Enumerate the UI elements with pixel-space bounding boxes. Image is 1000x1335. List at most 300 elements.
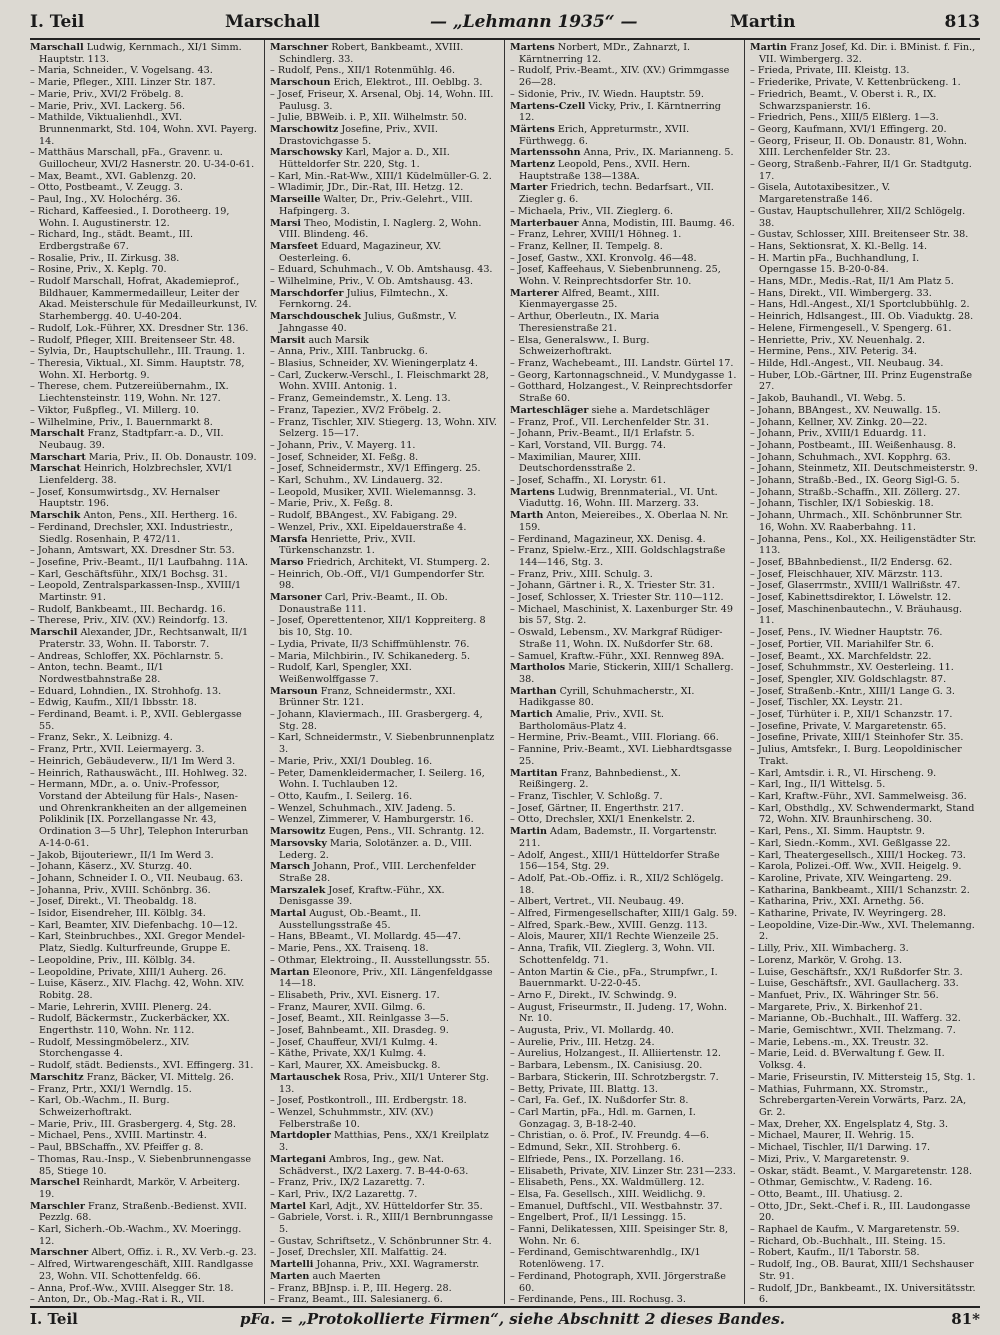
directory-entry bbox=[750, 1189, 978, 1201]
entry-details: – Edmund, Sekr., XII. Strohberg. 6. bbox=[510, 1142, 681, 1154]
directory-entry bbox=[750, 498, 978, 510]
entry-details: – Manfuet, Priv., IX. Währinger Str. 56. bbox=[750, 989, 939, 1001]
entry-details: – Carl, Fa. Gef., IX. Nußdorfer Str. 8. bbox=[510, 1095, 689, 1107]
entry-details: – Georg, Friseur, II. Ob. Donaustr. 81, Wohn. XIII. Lerchenfelder Str. 23. bbox=[750, 135, 967, 159]
entry-details: Friedrich, techn. Bedarfsart., VII. Ziegler g. 6. bbox=[519, 182, 714, 206]
directory-entry bbox=[750, 978, 978, 990]
entry-details: Alexander, JDr., Rechtsanwalt, II/1 Praterstr. 33, Wohn. II. Taborstr. 7. bbox=[39, 627, 249, 650]
entry-details: – Karl, Maurer, XX. Ameisbuckg. 8. bbox=[270, 1060, 441, 1072]
entry-details: – Johann, Priv., XVIII/1 Eduardg. 11. bbox=[750, 428, 927, 440]
directory-entry bbox=[30, 206, 258, 229]
directory-entry bbox=[270, 1037, 498, 1049]
directory-entry bbox=[270, 1107, 498, 1130]
directory-entry bbox=[270, 1212, 498, 1235]
directory-entry bbox=[750, 288, 978, 300]
directory-entry bbox=[270, 498, 498, 510]
directory-entry bbox=[750, 826, 978, 838]
directory-entry bbox=[30, 1130, 258, 1142]
entry-details: – Albert, Vertret., VII. Neubaug. 49. bbox=[510, 896, 685, 908]
directory-entry bbox=[30, 522, 258, 545]
entry-details: – Katharina, Priv., XXI. Arnethg. 56. bbox=[750, 896, 925, 908]
directory-entry bbox=[750, 510, 978, 533]
directory-entry bbox=[30, 756, 258, 768]
directory-entry bbox=[270, 194, 498, 217]
directory-entry bbox=[270, 1259, 498, 1271]
directory-entry bbox=[30, 1247, 258, 1259]
directory-entry bbox=[30, 1095, 258, 1118]
entry-details: – Matthäus Marschall, pFa., Gravenr. u. Guillocheur, XVI/2 Hasnerstr. 20. U-34-0-61. bbox=[30, 147, 255, 171]
directory-entry bbox=[510, 604, 738, 627]
entry-details: – Josefine, Private, XIII/1 Steinhofer Str. 35. bbox=[750, 732, 964, 744]
entry-details: – Franz, BBJnsp. i. P., III. Hegerg. 28. bbox=[270, 1282, 452, 1294]
entry-surname: Martich bbox=[510, 709, 553, 721]
directory-entry bbox=[750, 920, 978, 943]
entry-details: Robert, Bankbeamt., XVIII. Schindlerg. 33. bbox=[279, 42, 464, 65]
entry-details: – Johanna, Priv., XVIII. Schönbrg. 36. bbox=[30, 884, 211, 896]
entry-details: August, Ob.-Beamt., II. Ausstellungsstraße 45. bbox=[279, 908, 422, 931]
entry-details: – Marie, Lebens.-m., XX. Treustr. 32. bbox=[750, 1036, 929, 1048]
entry-surname: Marschner bbox=[270, 42, 329, 53]
directory-entry bbox=[30, 861, 258, 873]
directory-entry bbox=[30, 1142, 258, 1154]
entry-details: – Rudolf, BBAngest., XV. Fabigang. 29. bbox=[270, 510, 458, 522]
entry-surname: Marschler bbox=[30, 1200, 85, 1212]
entry-details: – Franz, Beamt., III. Salesianerg. 6. bbox=[270, 1294, 443, 1304]
entry-surname: Martens bbox=[510, 486, 555, 498]
entry-surname: Marschall bbox=[30, 42, 84, 53]
directory-entry bbox=[750, 229, 978, 241]
directory-entry bbox=[750, 943, 978, 955]
directory-entry bbox=[270, 475, 498, 487]
directory-entry bbox=[30, 545, 258, 557]
entry-details: – Karl, Beamter, XIV. Diefenbachg. 10—12. bbox=[30, 919, 238, 931]
entry-details: – Gustav, Hauptschullehrer, XII/2 Schlögelg. 38. bbox=[750, 205, 966, 229]
directory-entry bbox=[270, 838, 498, 861]
entry-details: – Marie, Priv., X. Feßg. 8. bbox=[270, 498, 393, 510]
entry-details: – Michael, Maurer, II. Wehrig. 15. bbox=[750, 1130, 915, 1142]
entry-details: – Josef, Bahnbeamt., XII. Drasdeg. 9. bbox=[270, 1025, 449, 1037]
directory-entry bbox=[510, 1189, 738, 1201]
entry-details: siehe a. Mardetschläger bbox=[591, 404, 710, 416]
entry-details: – Franz, Tapezier., XV/2 Fröbelg. 2. bbox=[270, 404, 442, 416]
entry-surname: Martegani bbox=[270, 1153, 326, 1165]
entry-details: – Franz, Gemeindemstr., X. Leng. 13. bbox=[270, 393, 451, 405]
directory-entry bbox=[30, 651, 258, 663]
directory-entry bbox=[270, 288, 498, 311]
entry-details: – Rudolf, Ing., OB. Baurat, XIII/1 Sechshauser Str. 91. bbox=[750, 1259, 974, 1282]
entry-details: Franz, Schneidermstr., XXI. Brünner Str. 121. bbox=[279, 685, 456, 709]
entry-surname: Marschitz bbox=[30, 1071, 84, 1083]
entry-details: – Josefine, Private, V. Margaretenstr. 65. bbox=[750, 720, 947, 732]
entry-details: – Richard, Ob.-Buchhalt., III. Steing. 15. bbox=[750, 1235, 946, 1247]
directory-entry bbox=[270, 417, 498, 440]
entry-details: Reinhardt, Markör, V. Arbeiterg. 19. bbox=[39, 1177, 241, 1200]
entry-surname: Marschat bbox=[30, 463, 81, 475]
entry-details: – Otto, Beamt., III. Uhatiusg. 2. bbox=[750, 1188, 903, 1200]
entry-details: – Wenzel, Priv., XXI. Eipeldauerstraße 4. bbox=[270, 521, 467, 533]
directory-entry bbox=[750, 1142, 978, 1154]
directory-entry bbox=[30, 358, 258, 381]
directory-entry bbox=[510, 89, 738, 101]
directory-entry bbox=[750, 709, 978, 721]
entry-details: – Peter, Damenkleidermacher, I. Seilerg. 16, Wohn. I. Tuchlauben 12. bbox=[270, 767, 485, 791]
directory-entry bbox=[510, 545, 738, 568]
directory-entry bbox=[270, 1025, 498, 1037]
directory-entry bbox=[750, 990, 978, 1002]
entry-details: – Julius, Amtsfekr., I. Burg. Leopoldinischer Trakt. bbox=[750, 744, 962, 767]
entry-details: – Mathilde, Viktualienhdl., XVI. Brunnenmarkt, Std. 104, Wohn. XVI. Payerg. 14. bbox=[30, 112, 257, 147]
entry-details: – Max, Dreher, XX. Engelsplatz 4, Stg. 3. bbox=[750, 1118, 949, 1130]
directory-column-4 bbox=[750, 42, 978, 1304]
entry-details: – Betty, Private, III. Blattg. 13. bbox=[510, 1083, 658, 1095]
directory-entry bbox=[510, 182, 738, 205]
directory-entry bbox=[30, 112, 258, 147]
entry-details: – Lilly, Priv., XII. Wimbacherg. 3. bbox=[750, 943, 909, 955]
entry-details: Maria, Solotänzer. a. D., VIII. Lederg. 2. bbox=[279, 837, 472, 861]
directory-entry bbox=[510, 768, 738, 791]
entry-details: – Anna, Prof.-Ww., XVIII. Alsegger Str. 18. bbox=[30, 1282, 234, 1294]
directory-entry bbox=[30, 1154, 258, 1177]
footer-rule bbox=[30, 1306, 980, 1308]
directory-entry bbox=[510, 358, 738, 370]
entry-details: – Otto, Postbeamt., V. Zeugg. 3. bbox=[30, 182, 183, 194]
entry-details: – Heinrich, Gebäudeverw., II/1 Im Werd 3. bbox=[30, 755, 236, 767]
entry-details: – Wenzel, Schuhmach., XIV. Jadeng. 5. bbox=[270, 802, 456, 814]
directory-entry bbox=[510, 381, 738, 404]
entry-details: Karl, Major a. D., XII. Hütteldorfer Str. 220, Stg. 1. bbox=[279, 147, 450, 171]
entry-surname: Marter bbox=[510, 182, 548, 194]
directory-entry bbox=[750, 569, 978, 581]
directory-entry bbox=[30, 1177, 258, 1200]
entry-surname: Marterer bbox=[510, 287, 559, 299]
directory-entry bbox=[510, 311, 738, 334]
entry-details: – Luise, Geschäftsfr., XX/1 Rußdorfer Str. 3. bbox=[750, 966, 963, 978]
directory-entry bbox=[30, 732, 258, 744]
directory-entry bbox=[270, 768, 498, 791]
column-divider bbox=[264, 40, 265, 1304]
directory-entry bbox=[510, 1025, 738, 1037]
directory-entry bbox=[750, 861, 978, 873]
entry-details: Vicky, Priv., I. Kärntnerring 12. bbox=[519, 100, 721, 124]
entry-details: – Käthe, Private, XX/1 Kulmg. 4. bbox=[270, 1048, 427, 1060]
directory-entry bbox=[30, 65, 258, 77]
entry-details: auch Marsik bbox=[308, 334, 369, 346]
directory-entry bbox=[30, 194, 258, 206]
entry-surname: Marseille bbox=[270, 194, 321, 206]
entry-surname: Martauschek bbox=[270, 1071, 341, 1083]
entry-details: – Karl, Amtsdir. i. R., VI. Hirscheng. 9. bbox=[750, 767, 937, 779]
entry-details: – Paul, BBSchaffn., XV. Pfeiffer g. 8. bbox=[30, 1142, 204, 1154]
entry-details: – Therese, chem. Putzereiübernahm., IX. Liechtensteinstr. 119, Wohn. Nr. 127. bbox=[30, 381, 229, 405]
directory-entry bbox=[510, 487, 738, 510]
entry-details: – Alfred, Firmengesellschafter, XIII/1 Galg. 59. bbox=[510, 908, 738, 920]
directory-entry bbox=[270, 592, 498, 615]
directory-entry bbox=[510, 732, 738, 744]
directory-entry bbox=[510, 1177, 738, 1189]
entry-details: – Josef, Türhüter i. P., XII/1 Schanzstr. 17. bbox=[750, 709, 953, 721]
directory-entry bbox=[270, 241, 498, 264]
entry-details: Marie, Stickerin, XIII/1 Schallerg. 38. bbox=[519, 662, 734, 685]
entry-surname: Marschik bbox=[30, 510, 81, 522]
directory-entry bbox=[750, 323, 978, 335]
entry-details: Leopold, Pens., XVII. Hern. Hauptstraße 138—138A. bbox=[519, 159, 691, 182]
entry-details: – Josef, Friseur, X. Arsenal, Obj. 14, Wohn. III. Paulusg. 3. bbox=[270, 88, 494, 112]
directory-entry bbox=[270, 358, 498, 370]
entry-surname: Marthan bbox=[510, 685, 557, 697]
directory-entry bbox=[270, 440, 498, 452]
directory-entry bbox=[270, 908, 498, 931]
entry-details: – Barbara, Lebensm., IX. Canisiusg. 20. bbox=[510, 1060, 703, 1072]
directory-entry bbox=[750, 1247, 978, 1259]
directory-entry bbox=[750, 1259, 978, 1282]
entry-details: – Rudolf, Karl, Spengler, XXI. Weißenwolffgasse 7. bbox=[270, 662, 412, 685]
entry-details: – Josefine, Priv.-Beamt., II/1 Laufbahng. 11A. bbox=[30, 556, 249, 568]
entry-details: – Georg, Kaufmann, XVI/1 Effingerg. 20. bbox=[750, 123, 947, 135]
directory-entry bbox=[30, 1002, 258, 1014]
directory-entry bbox=[750, 299, 978, 311]
entry-details: Franz Josef, Kd. Dir. i. BMinist. f. Fin., VII. Wimbergerg. 32. bbox=[759, 42, 976, 65]
directory-entry bbox=[750, 276, 978, 288]
entry-details: – Eduard, Schuhmach., V. Ob. Amtshausg. 43. bbox=[270, 264, 493, 276]
directory-entry bbox=[30, 405, 258, 417]
directory-entry bbox=[30, 569, 258, 581]
entry-details: – Karl, Geschäftsführ., XIX/1 Bochsg. 31. bbox=[30, 568, 228, 580]
directory-entry bbox=[30, 42, 258, 65]
entry-details: Ambros, Ing., gew. Nat. Schädverst., IX/2 Laxerg. 7. B-44-0-63. bbox=[279, 1153, 469, 1177]
entry-details: – Josef, Postkontroll., III. Erdbergstr. 18. bbox=[270, 1095, 467, 1107]
entry-details: – Josef, Straßenb.-Kntr., XIII/1 Lange G. 3. bbox=[750, 685, 955, 697]
entry-details: – Arthur, Oberleutn., IX. Maria Theresienstraße 21. bbox=[510, 311, 660, 334]
entry-details: – Rudolf, Bankbeamt., III. Bechardg. 16. bbox=[30, 603, 226, 615]
entry-details: – Karl, Ob.-Wachm., II. Burg. Schweizerhoftrakt. bbox=[30, 1095, 170, 1118]
directory-entry bbox=[30, 920, 258, 932]
directory-entry bbox=[750, 1119, 978, 1131]
entry-details: Matthias, Pens., XX/1 Kreilplatz 3. bbox=[279, 1130, 489, 1154]
directory-entry bbox=[270, 709, 498, 732]
entry-details: – Karl, Pens., XI. Simm. Hauptstr. 9. bbox=[750, 826, 925, 838]
page-header bbox=[30, 10, 980, 36]
entry-surname: Marso bbox=[270, 556, 304, 568]
entry-surname: Marsoner bbox=[270, 592, 322, 604]
entry-details: – Franz, Prtr., XXI/1 Werndlg. 15. bbox=[30, 1083, 192, 1095]
directory-entry bbox=[510, 229, 738, 241]
directory-entry bbox=[270, 651, 498, 663]
entry-details: – Georg, Straßenb.-Fahrer, II/1 Gr. Stadtgutg. 17. bbox=[750, 159, 972, 182]
entry-details: – Barbara, Stickerin, III. Schrotzbergstr. 7. bbox=[510, 1071, 719, 1083]
header-first-entry: Marschall bbox=[225, 12, 321, 32]
directory-entry bbox=[750, 1002, 978, 1014]
directory-entry bbox=[510, 569, 738, 581]
entry-details: – Elisabeth, Private, XIV. Linzer Str. 231—233. bbox=[510, 1165, 736, 1177]
directory-entry bbox=[510, 42, 738, 65]
entry-details: – Josef, Operettentenor, XII/1 Koppreiterg. 8 bis 10, Stg. 10. bbox=[270, 615, 486, 639]
entry-details: – Jakob, Bijouteriewr., II/1 Im Werd 3. bbox=[30, 849, 214, 861]
entry-details: – Ferdinand, Drechsler, XXI. Industriestr., Siedlg. Rosenhain, P. 472/11. bbox=[30, 521, 233, 545]
directory-entry bbox=[750, 1130, 978, 1142]
directory-entry bbox=[30, 1259, 258, 1282]
directory-entry bbox=[270, 791, 498, 803]
entry-details: Maria, Priv., II. Ob. Donaustr. 109. bbox=[88, 451, 257, 463]
entry-details: – Josef, Beamt., XII. Reinlgasse 3—5. bbox=[270, 1013, 449, 1025]
entry-details: – Blasius, Schneider, XV. Wieningerplatz 4. bbox=[270, 357, 478, 369]
entry-details: – Rosine, Priv., X. Keplg. 70. bbox=[30, 264, 167, 276]
entry-details: – Lydia, Private, II/3 Schiffmühlenstr. 76. bbox=[270, 638, 470, 650]
entry-details: Walter, Dr., Priv.-Gelehrt., VIII. Hafpingerg. 3. bbox=[279, 194, 473, 217]
entry-details: – Ferdinand, Photograph, XVII. Jörgerstraße 60. bbox=[510, 1270, 726, 1294]
entry-details: – Franz, Maurer, XVII. Gilmg. 6. bbox=[270, 1001, 426, 1013]
entry-details: Julius, Gußmstr., V. Jahngasse 40. bbox=[279, 311, 457, 334]
directory-entry bbox=[30, 627, 258, 650]
entry-details: – Michael, Maschinist, X. Laxenburger Str. 49 bis 57, Stg. 2. bbox=[510, 603, 733, 627]
directory-entry bbox=[510, 651, 738, 663]
entry-details: – Josef, Maschinenbautechn., V. Bräuhausg. 11. bbox=[750, 603, 963, 627]
directory-entry bbox=[510, 850, 738, 873]
directory-entry bbox=[510, 931, 738, 943]
directory-entry bbox=[750, 885, 978, 897]
entry-details: Adam, Bademstr., II. Vorgartenstr. 211. bbox=[519, 826, 717, 849]
directory-entry bbox=[270, 861, 498, 884]
directory-entry bbox=[510, 417, 738, 429]
directory-entry bbox=[750, 721, 978, 733]
entry-surname: Martens-Czell bbox=[510, 100, 586, 112]
directory-entry bbox=[750, 77, 978, 89]
entry-details: – Josef, Schaffn., XI. Lorystr. 61. bbox=[510, 475, 666, 487]
entry-details: – Marie, Leid. d. BVerwaltung f. Gew. II. Volksg. 4. bbox=[750, 1048, 945, 1072]
directory-entry bbox=[510, 920, 738, 932]
directory-entry bbox=[270, 393, 498, 405]
header-part-label: I. Teil bbox=[30, 12, 85, 32]
directory-entry bbox=[510, 803, 738, 815]
directory-entry bbox=[750, 42, 978, 65]
directory-entry bbox=[750, 662, 978, 674]
entry-details: Ludwig, Kernmach., XI/1 Simm. Hauptstr. 113. bbox=[39, 42, 242, 65]
directory-entry bbox=[30, 428, 258, 451]
entry-details: – Othmar, Elektroing., II. Ausstellungsstr. 55. bbox=[270, 954, 490, 966]
entry-details: – Elsa, Fa. Gesellsch., XIII. Weidlichg. 9. bbox=[510, 1188, 706, 1200]
entry-details: – Rudolf, Messingmöbelerz., XIV. Storchengasse 4. bbox=[30, 1036, 190, 1060]
directory-entry bbox=[270, 756, 498, 768]
entry-details: – Marie, Lehrerin, XVIII. Plenerg. 24. bbox=[30, 1001, 212, 1013]
entry-details: – Michael, Tischler, II/1 Darwing. 17. bbox=[750, 1142, 931, 1154]
directory-entry bbox=[30, 697, 258, 709]
entry-details: – Wilhelmine, Priv., V. Ob. Amtshausg. 43. bbox=[270, 276, 474, 288]
entry-details: – Henriette, Priv., XV. Neuenhalg. 2. bbox=[750, 334, 926, 346]
directory-entry bbox=[750, 955, 978, 967]
entry-details: – Anton, techn. Beamt., II/1 Nordwestbahnstraße 28. bbox=[30, 662, 164, 685]
directory-entry bbox=[270, 1283, 498, 1295]
directory-entry bbox=[270, 218, 498, 241]
entry-details: – Rudolf, Pfleger, XIII. Breitenseer Str. 48. bbox=[30, 334, 236, 346]
entry-details: – Robert, Kaufm., II/1 Taborstr. 58. bbox=[750, 1247, 920, 1259]
directory-entry bbox=[750, 206, 978, 229]
entry-details: – Franz, Sekr., X. Leibnizg. 4. bbox=[30, 732, 173, 744]
directory-entry bbox=[30, 346, 258, 358]
directory-entry bbox=[750, 370, 978, 393]
directory-entry bbox=[750, 1084, 978, 1119]
directory-entry bbox=[30, 510, 258, 522]
entry-details: Eduard, Magazineur, XV. Oesterleing. 6. bbox=[279, 240, 442, 264]
entry-surname: Martitan bbox=[510, 767, 558, 779]
entry-details: – Johann, Postbeamt., III. Weißenhausg. 8. bbox=[750, 439, 957, 451]
entry-details: – Marie, Friseurstin, IV. Mittersteig 15, Stg. 1. bbox=[750, 1071, 976, 1083]
directory-entry bbox=[270, 65, 498, 77]
entry-details: Heinrich, Holzbrechsler, XVI/1 Lienfelderg. 38. bbox=[39, 463, 233, 487]
directory-entry bbox=[750, 1166, 978, 1178]
directory-entry bbox=[510, 1037, 738, 1049]
directory-entry bbox=[30, 487, 258, 510]
directory-entry bbox=[510, 218, 738, 230]
entry-details: – Hermine, Pens., XIV. Peterig. 34. bbox=[750, 346, 917, 358]
directory-entry bbox=[750, 838, 978, 850]
directory-entry bbox=[270, 264, 498, 276]
directory-entry bbox=[750, 346, 978, 358]
entry-details: – Mizi, Priv., V. Margaretenstr. 9. bbox=[750, 1153, 910, 1165]
entry-details: – Josef, BBahnbedienst., II/2 Endersg. 62. bbox=[750, 556, 953, 568]
directory-entry bbox=[510, 1224, 738, 1247]
entry-details: – Hans, Direkt., VII. Wimbergerg. 33. bbox=[750, 287, 932, 299]
entry-details: – Max, Beamt., XVI. Gablenzg. 20. bbox=[30, 170, 197, 182]
entry-surname: Marschart bbox=[30, 451, 86, 463]
entry-details: – Katharina, Bankbeamt., XIII/1 Schanzstr. 2. bbox=[750, 884, 970, 896]
entry-details: – Johann, BBAngest., XV. Neuwallg. 15. bbox=[750, 404, 941, 416]
entry-details: Josefine, Priv., XVII. Drastovichgasse 5. bbox=[279, 123, 438, 147]
entry-details: – Josef, Schneider, XI. Feßg. 8. bbox=[270, 451, 419, 463]
directory-entry bbox=[510, 1095, 738, 1107]
entry-details: – Franz, Priv., IX/2 Lazarettg. 7. bbox=[270, 1177, 425, 1189]
header-last-entry: Martin bbox=[730, 12, 796, 32]
directory-entry bbox=[270, 931, 498, 943]
directory-entry bbox=[750, 65, 978, 77]
directory-entry bbox=[270, 370, 498, 393]
entry-details: – Rudolf, Pens., XII/1 Rotenmühlg. 46. bbox=[270, 65, 456, 77]
directory-entry bbox=[510, 1084, 738, 1096]
entry-surname: Marsch bbox=[270, 861, 311, 873]
directory-entry bbox=[270, 534, 498, 557]
directory-entry bbox=[270, 1072, 498, 1095]
entry-details: – Josef, Beamt., XX. Marchfeldstr. 22. bbox=[750, 650, 932, 662]
directory-entry bbox=[750, 627, 978, 639]
directory-entry bbox=[750, 850, 978, 862]
column-divider bbox=[504, 40, 505, 1304]
directory-entry bbox=[270, 1294, 498, 1304]
directory-entry bbox=[750, 463, 978, 475]
entry-details: – Marie, Pfleger., XIII. Linzer Str. 187. bbox=[30, 77, 216, 89]
entry-details: – Sidonie, Priv., IV. Wiedn. Hauptstr. 59. bbox=[510, 88, 704, 100]
entry-details: – Fanni, Delikatessen, XIII. Speisinger Str. 8, Wohn. Nr. 6. bbox=[510, 1224, 729, 1247]
directory-entry bbox=[270, 814, 498, 826]
directory-entry bbox=[510, 896, 738, 908]
directory-entry bbox=[510, 908, 738, 920]
entry-details: – Josef, Konsumwirtsdg., XV. Hernalser Hauptstr. 196. bbox=[30, 486, 220, 510]
entry-details: – Gabriele, Vorst. i. R., XIII/1 Bernbrunngasse 5. bbox=[270, 1212, 494, 1236]
entry-details: – Samuel, Kraftw.-Führ., XXI. Rennweg 89A. bbox=[510, 650, 725, 662]
directory-entry bbox=[270, 1013, 498, 1025]
directory-entry bbox=[750, 335, 978, 347]
directory-entry bbox=[510, 873, 738, 896]
entry-details: – Elisabeth, Priv., XVI. Eisnerg. 17. bbox=[270, 989, 440, 1001]
directory-entry bbox=[750, 580, 978, 592]
directory-entry bbox=[750, 475, 978, 487]
directory-entry bbox=[270, 1048, 498, 1060]
directory-entry bbox=[510, 1107, 738, 1130]
entry-surname: Marth bbox=[510, 510, 544, 522]
entry-surname: Martelli bbox=[270, 1259, 314, 1271]
entry-details: – Karl, Schneidermstr., V. Siebenbrunnenplatz 3. bbox=[270, 732, 495, 756]
entry-details: Albert, Offiz. i. R., XV. Verb.-g. 23. bbox=[91, 1247, 257, 1259]
entry-details: – Rudolf, Lok.-Führer, XX. Dresdner Str. 136. bbox=[30, 322, 249, 334]
directory-entry bbox=[750, 253, 978, 276]
entry-details: – Josef, Kabinettsdirektor, I. Löwelstr. 12. bbox=[750, 592, 952, 604]
